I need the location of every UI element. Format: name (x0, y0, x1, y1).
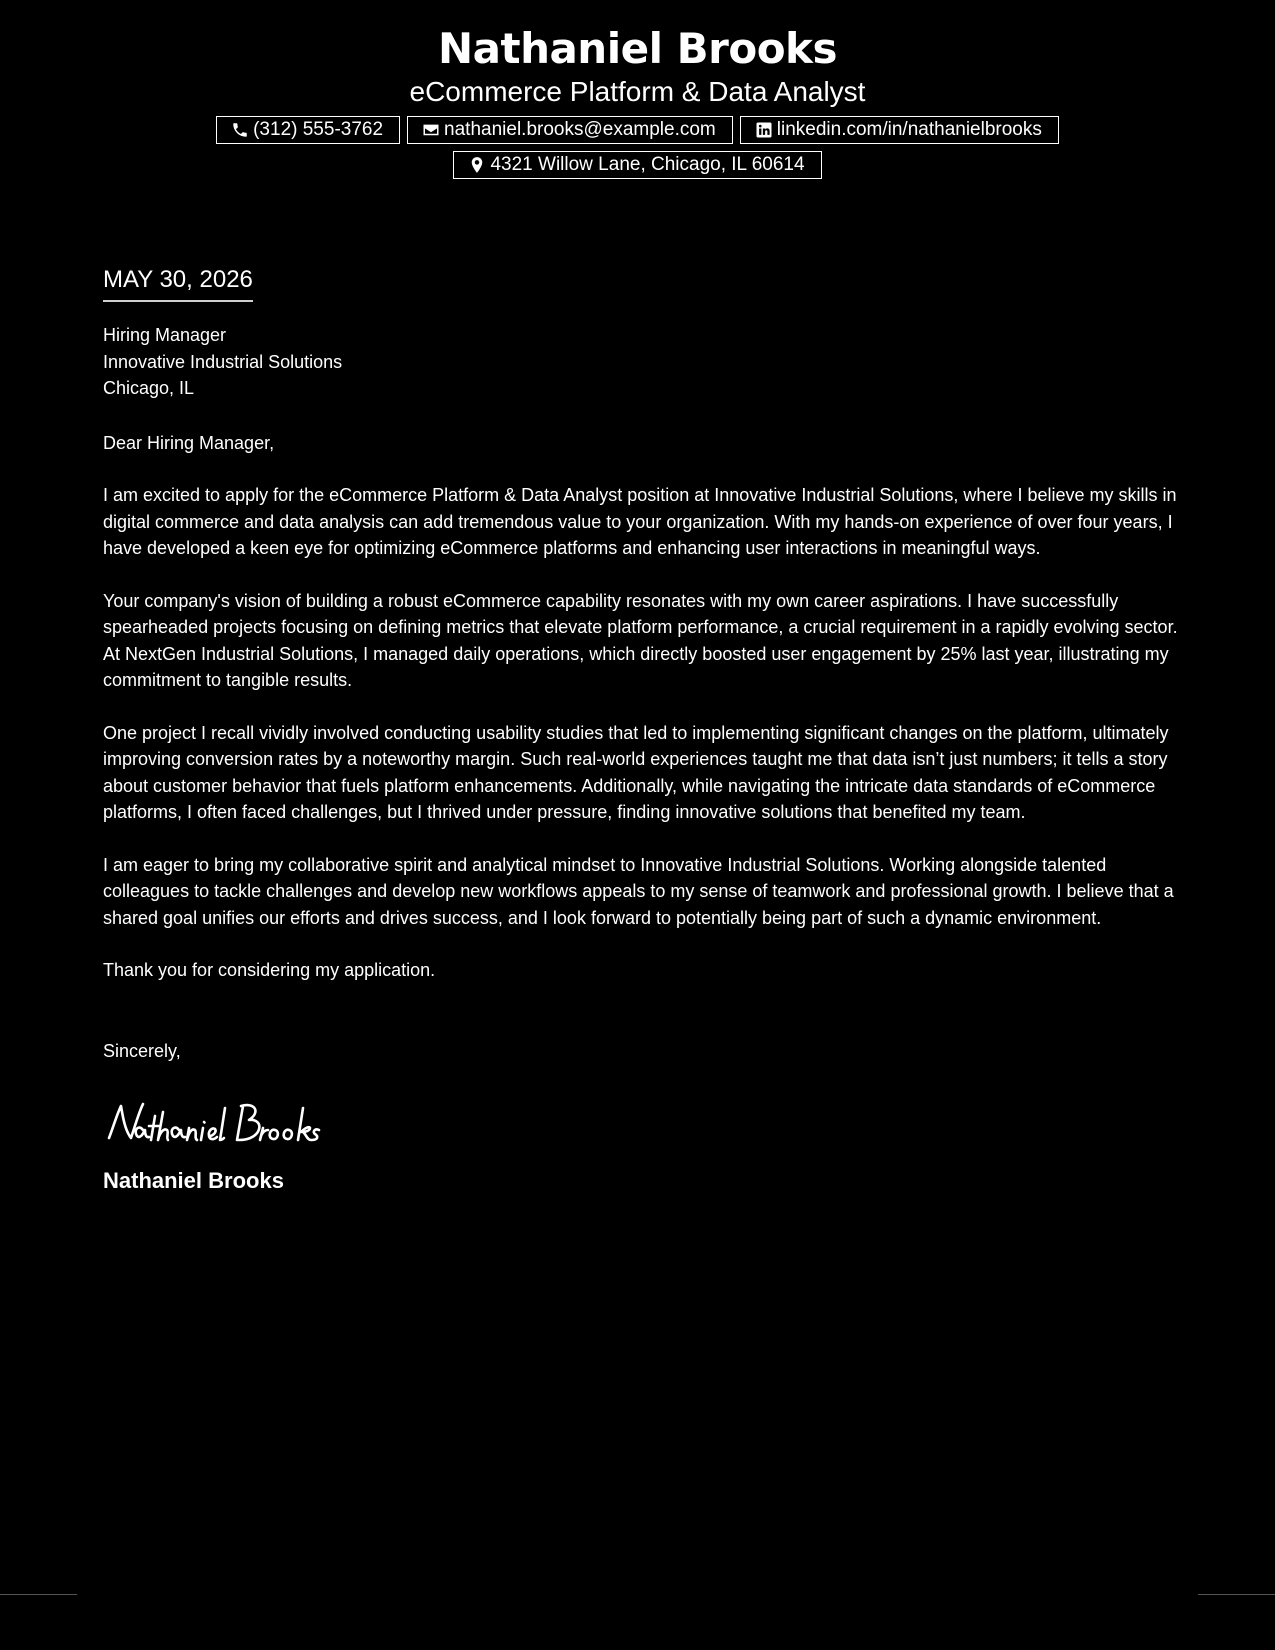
recipient-title: Hiring Manager (103, 325, 227, 345)
handwritten-signature (103, 1098, 1183, 1148)
letterhead (0, 22, 1275, 179)
letter-body (103, 262, 1183, 1195)
phone-icon (231, 121, 249, 139)
body-paragraph: Your company's vision of building a robust eCommerce capability resonates with my own career aspirations. I have successfully spearheaded projects focusing on defining metrics that elevate platform performance, a crucial requirement in a rapidly evolving sector. At NextGen Industrial Solutions, I managed daily operations, which directly boosted user engagement by 25% last year, illustrating my commitment to tangible results. (103, 590, 1178, 690)
body-paragraph: One project I recall vividly involved conducting usability studies that led to implementing significant changes on the platform, ultimately improving conversion rates by a noteworthy margin. Such real-world experiences taught me that data isn’t just numbers; it tells a story about customer behavior that fuels platform enhancements. Additionally, while navigating the intricate data standards of eCommerce platforms, I often faced challenges, but I thrived under pressure, finding innovative solutions that benefited my team. (103, 722, 1169, 822)
linkedin-chip[interactable] (740, 116, 1059, 144)
body-paragraph: I am excited to apply for the eCommerce Platform & Data Analyst position at Innovative Industrial Solutions, where I believe my skills in digital commerce and data analysis can add tremendous value to your organization. With my hands-on experience of over four years, I have developed a keen eye for optimizing eCommerce platforms and enhancing user interactions in meaningful ways. (103, 485, 1177, 558)
email-text: nathaniel.brooks@example.com (444, 119, 716, 140)
closing: Sincerely, (103, 1040, 181, 1061)
recipient-block (103, 322, 1183, 402)
phone-chip[interactable] (216, 116, 400, 144)
signer-name: Nathaniel Brooks (103, 1168, 284, 1193)
recipient-company: Innovative Industrial Solutions (103, 351, 343, 372)
address-text: 4321 Willow Lane, Chicago, IL 60614 (490, 154, 805, 175)
address-row (0, 151, 1275, 179)
letter-date: MAY 30, 2026 (103, 262, 253, 302)
applicant-name: Nathaniel Brooks (438, 24, 837, 73)
linkedin-icon (755, 121, 773, 139)
body-paragraph: I am eager to bring my collaborative spirit and analytical mindset to Innovative Industrial Solutions. Working alongside talented colleagues to tackle challenges and develop new workflows appeals to my sense of teamwork and professional growth. I believe that a shared goal unifies our efforts and drives success, and I look forward to potentially being part of such a dynamic environment. (103, 854, 1174, 928)
phone-text: (312) 555-3762 (253, 119, 384, 140)
linkedin-text: linkedin.com/in/nathanielbrooks (776, 119, 1042, 140)
envelope-icon (422, 121, 440, 139)
footer-rule-right (1198, 1594, 1275, 1595)
map-marker-icon (468, 156, 486, 174)
address-chip[interactable] (453, 151, 821, 179)
contact-row (0, 116, 1275, 144)
body-paragraph: Thank you for considering my application. (103, 960, 436, 980)
email-chip[interactable] (407, 116, 733, 144)
footer-rule-left (0, 1594, 77, 1595)
recipient-location: Chicago, IL (103, 378, 195, 398)
salutation: Dear Hiring Manager, (103, 432, 275, 453)
applicant-title: eCommerce Platform & Data Analyst (409, 76, 866, 107)
